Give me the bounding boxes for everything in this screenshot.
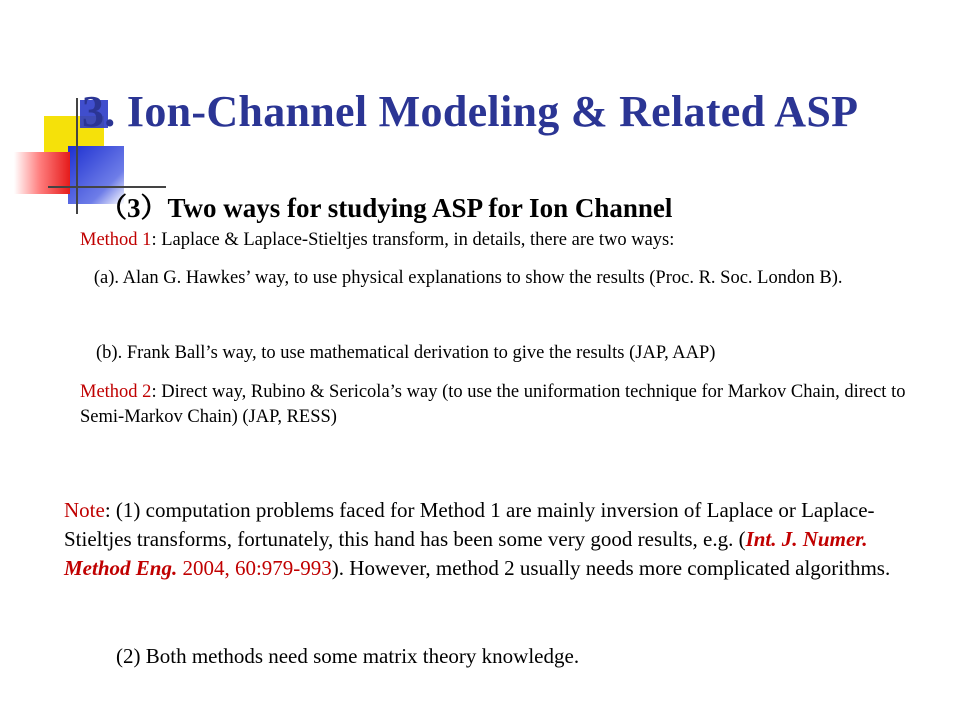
subtitle-number: （3） bbox=[100, 193, 168, 223]
method-1-label: Method 1 bbox=[80, 230, 152, 250]
subtitle-text: Two ways for studying ASP for Ion Channel bbox=[167, 193, 673, 223]
way-a-text: (a). Alan G. Hawkes’ way, to use physical explanations to show the results (Proc. R. Soc. London B). bbox=[93, 268, 843, 288]
note-label: Note bbox=[64, 498, 105, 522]
slide-subtitle bbox=[100, 186, 672, 225]
note-journal: Int. J. Numer. Method Eng. bbox=[64, 527, 868, 580]
note-item-2: (2) Both methods need some matrix theory knowledge. bbox=[116, 644, 580, 668]
note-part-2: ). However, method 2 usually needs more complicated algorithms. bbox=[331, 556, 891, 580]
note-paragraph bbox=[64, 496, 904, 583]
note-citation: 2004, 60:979-993 bbox=[177, 556, 332, 580]
method-2-paragraph bbox=[80, 380, 910, 430]
method-2-label: Method 2 bbox=[80, 382, 152, 402]
decor-vertical-line bbox=[76, 98, 78, 214]
slide-title: 3. Ion-Channel Modeling & Related ASP bbox=[82, 87, 859, 136]
way-b-paragraph: (b). Frank Ball’s way, to use mathematical derivation to give the results (JAP, AAP) bbox=[96, 343, 716, 363]
note-part-1: : (1) computation problems faced for Method 1 are mainly inversion of Laplace or Laplace-Stieltjes transforms, fortunately, this hand has been some very good results, e.g. ( bbox=[64, 498, 875, 551]
method-2-text: : Direct way, Rubino & Sericola’s way (to use the uniformation technique for Markov Chain, direct to Semi-Markov Chain) (JAP, RESS) bbox=[80, 382, 906, 427]
way-a-paragraph bbox=[80, 266, 910, 291]
method-1-text: : Laplace & Laplace-Stieltjes transform, in details, there are two ways: bbox=[151, 230, 675, 250]
method-1-paragraph bbox=[80, 228, 674, 253]
